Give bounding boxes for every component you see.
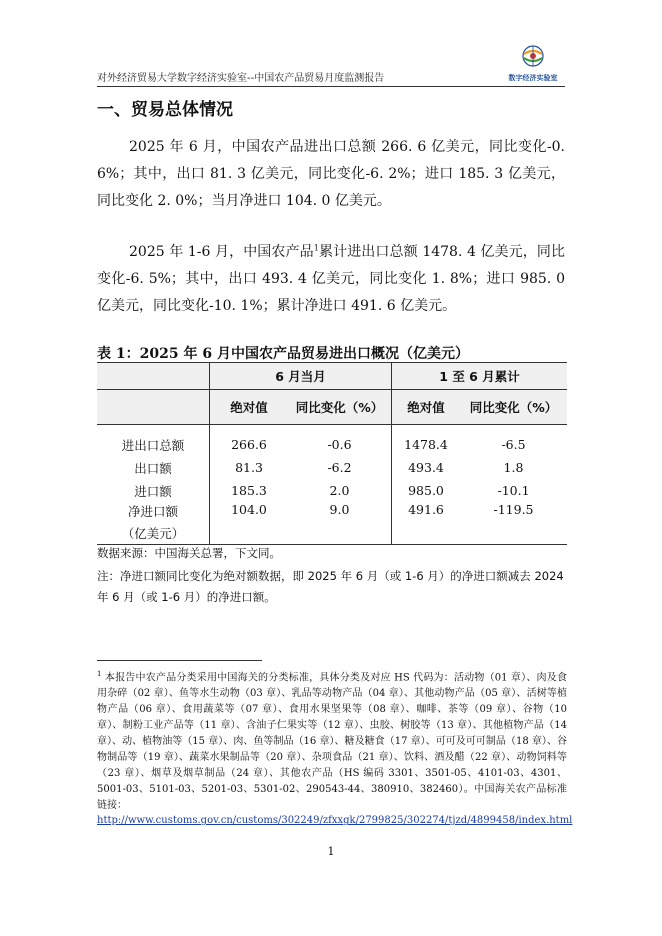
cell-value: -10.1 [497,483,530,498]
cell-value: 1478.4 [404,437,448,452]
footnote [97,667,573,829]
cell-value: 2.0 [288,479,392,502]
trade-summary-table [97,362,567,545]
row-label: 进出口总额 [97,425,210,457]
paragraph-cumulative-part1: 2025 年 1-6 月，中国农产品 [129,244,314,260]
cell-value: 104.0 [210,502,289,545]
logo-caption: 数字经济实验室 [508,74,558,82]
header-divider [97,86,565,87]
cell-value: 81.3 [235,460,263,475]
cell-value: 185.3 [231,483,267,498]
paragraph-cumulative-part2: 累计进出口总额 1478. 4 亿美元，同比变化-6. 5%；其中，出口 493. 4 亿美元，同比变化 1. 8%；进口 985. 0 亿美元，同比变化-10. 1%；累计净进口 491. 6 亿美元。 [97,244,565,314]
running-header: 对外经济贸易大学数字经济实验室--中国农产品贸易月度监测报告 [97,73,385,84]
data-source: 数据来源：中国海关总署，下文同。 [97,546,281,560]
table-subheader-row [97,390,567,425]
footnote-text: 本报告中农产品分类采用中国海关的分类标准，具体分类及对应 HS 代码为：活动物（01 章）、肉及食用杂碎（02 章）、鱼等水生动物（03 章）、乳品等动物产品（04 章）、其他动物产品（05 章）、活树等植物产品（06 章）、食用蔬菜等（07 章）、食用水果坚果等（08 章）、咖啡、茶等（09 章）、谷物（10 章）、制粉工业产品等（11 章）、含油子仁果实等（12 章）、虫胶、树胶等（13 章）、其他植物产品（14 章）、动、植物油等（15 章）、肉、鱼等制品（16 章）、糖及糖食（17 章）、可可及可可制品（18 章）、谷物制品等（19 章）、蔬菜水果制品等（20 章）、杂项食品（21 章）、饮料、酒及醋（22 章）、动物饲料等（23 章）、烟草及烟草制品（24 章）、其他农产品（HS 编码 3301、3501-05、4101-03、4301、5001-03、5101-03、5201-03、5301-02、290543-44、380910、382460）。中国海关农产品标准链接： [97,672,567,811]
cell-value: 1.8 [503,460,524,475]
cell-value: 9.0 [288,502,392,545]
paragraph-monthly: 2025 年 6 月，中国农产品进出口总额 266. 6 亿美元，同比变化-0. 6%；其中，出口 81. 3 亿美元，同比变化-6. 2%；进口 185. 3 亿美元，同比变化 2. 0%；当月净进口 104. 0 亿美元。 [97,139,565,209]
cell-value: 266.6 [231,437,267,452]
cell-value: -0.6 [288,425,392,457]
cell-value: -6.2 [288,456,392,479]
cell-value: 985.0 [408,483,444,498]
globe-logo-icon [518,44,548,68]
row-label: 出口额 [97,456,210,479]
customs-standard-link[interactable]: http://www.customs.gov.cn/customs/302249/zfxxgk/2799825/302274/tjzd/4899458/index.html [97,815,573,827]
subheader-yoy-month: 同比变化（%） [288,390,392,425]
table-corner-cell [97,363,210,390]
cell-value: -119.5 [460,502,567,545]
cell-value: 493.4 [408,460,444,475]
footnote-reference: 1 [313,243,319,253]
row-label-line2: （亿美元） [121,526,185,541]
cell-value: 491.6 [392,502,461,545]
footnote-marker: 1 [97,670,102,678]
table-note: 注：净进口额同比变化为绝对额数据，即 2025 年 6 月（或 1-6 月）的净进口额减去 2024 年 6 月（或 1-6 月）的净进口额。 [97,569,564,604]
cell-value: -6.5 [501,437,526,452]
group-header-cumulative: 1 至 6 月累计 [392,363,568,390]
table-group-header-row [97,363,567,390]
lab-logo [503,44,563,83]
page-number: 1 [327,845,335,858]
section-title: 一、贸易总体情况 [97,100,233,120]
table-title: 表 1：2025 年 6 月中国农产品贸易进出口概况（亿美元） [97,346,469,362]
table-corner-cell [97,390,210,425]
row-label: 进口额 [97,479,210,502]
subheader-abs-cum: 绝对值 [392,390,461,425]
table-row [97,425,567,457]
subheader-abs-month: 绝对值 [210,390,289,425]
footnote-divider [97,660,262,661]
table-row [97,456,567,479]
group-header-month: 6 月当月 [210,363,392,390]
table-row [97,502,567,545]
subheader-yoy-cum: 同比变化（%） [460,390,567,425]
row-label [97,502,210,545]
paragraph-cumulative [97,239,565,320]
table-row [97,479,567,502]
row-label-line1: 净进口额 [127,504,178,519]
